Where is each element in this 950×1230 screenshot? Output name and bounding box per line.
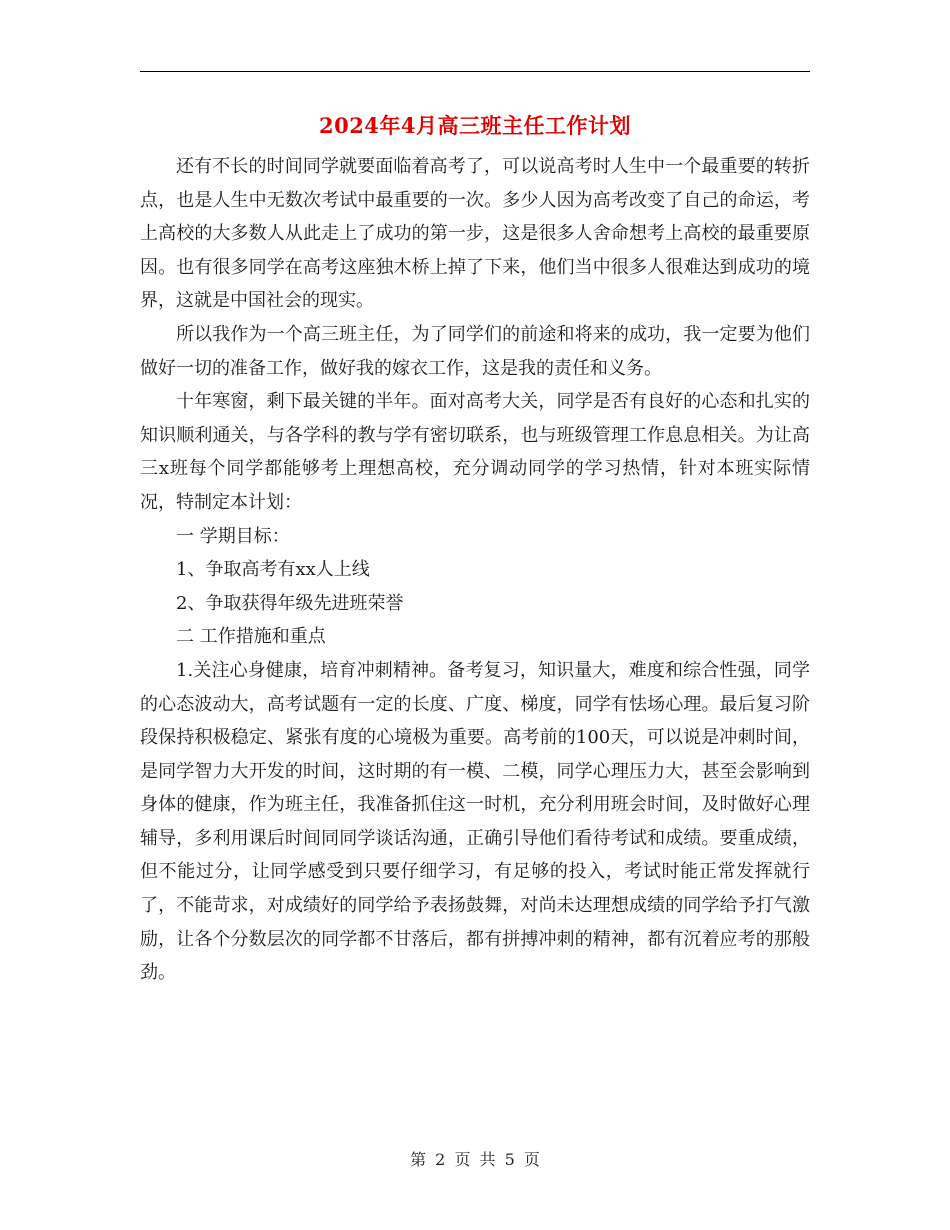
paragraph-intro: 还有不长的时间同学就要面临着高考了，可以说高考时人生中一个最重要的转折点，也是人生中无数次考试中最重要的一次。多少人因为高考改变了自己的命运，考上高校的大多数人从此走上了成功的第一步，这是很多人舍命想考上高校的最重要原因。也有很多同学在高考这座独木桥上掉了下来，他们当中很多人很难达到成功的境界，这就是中国社会的现实。 [140, 156, 810, 312]
paragraph-plan-purpose: 十年寒窗，剩下最关键的半年。面对高考大关，同学是否有良好的心态和扎实的知识顺利通关，与各学科的教与学有密切联系，也与班级管理工作息息相关。为让高三x班每个同学都能够考上理想高校，充分调动同学的学习热情，针对本班实际情况，特制定本计划： [140, 391, 810, 513]
goal-item-2: 2、争取获得年级先进班荣誉 [176, 592, 404, 614]
section-heading-goals: 一 学期目标： [176, 525, 290, 547]
page-footer: 第 2 页 共 5 页 [410, 1150, 540, 1169]
header-rule [140, 71, 810, 72]
paragraph-responsibility: 所以我作为一个高三班主任，为了同学们的前途和将来的成功，我一定要为他们做好一切的准备工作，做好我的嫁衣工作，这是我的责任和义务。 [140, 323, 810, 379]
goal-item-1: 1、争取高考有xx人上线 [176, 559, 370, 581]
document-body [140, 150, 810, 990]
section-heading-measures: 二 工作措施和重点 [176, 626, 326, 648]
document-title: 2024年4月高三班主任工作计划 [318, 113, 632, 138]
paragraph-measure-1: 1.关注心身健康，培育冲刺精神。备考复习，知识量大，难度和综合性强，同学的心态波动大，高考试题有一定的长度、广度、梯度，同学有怯场心理。最后复习阶段保持积极稳定、紧张有度的心境极为重要。高考前的100天，可以说是冲刺时间，是同学智力大开发的时间，这时期的有一模、二模，同学心理压力大，甚至会影响到身体的健康，作为班主任，我准备抓住这一时机，充分利用班会时间，及时做好心理辅导，多利用课后时间同同学谈话沟通，正确引导他们看待考试和成绩。要重成绩，但不能过分，让同学感受到只要仔细学习，有足够的投入，考试时能正常发挥就行了，不能苛求，对成绩好的同学给予表扬鼓舞，对尚未达理想成绩的同学给予打气激励，让各个分数层次的同学都不甘落后，都有拼搏冲刺的精神，都有沉着应考的那般劲。 [140, 659, 810, 984]
